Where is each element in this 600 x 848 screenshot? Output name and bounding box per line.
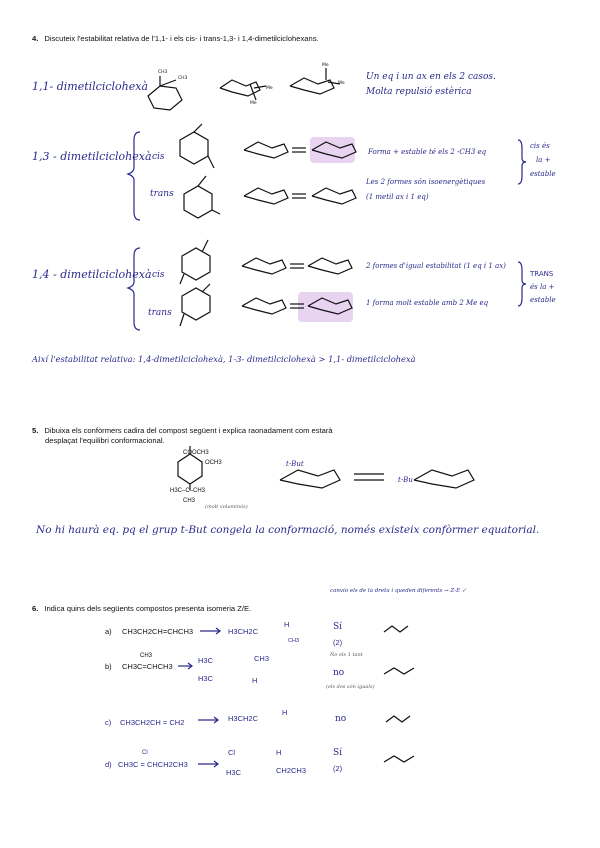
q6-d-ch2ch3: CH2CH3 <box>276 766 307 775</box>
q6-a-answer: Sí <box>333 622 343 632</box>
label-13-dimethyl: 1,3 - dimetilciclohexà <box>32 150 152 163</box>
q6-a-draw: H3CH2C <box>228 627 259 636</box>
q6-d-answer: Sí <box>333 748 343 758</box>
ring-13-trans <box>184 176 220 218</box>
ring-11-hexagon <box>148 76 182 110</box>
ring-11-ch3-b: CH3 <box>178 76 188 81</box>
q6-b-label: b) <box>105 662 112 671</box>
brace-13-line2: la + <box>536 156 551 164</box>
q5-answer: No hi haurà eq. pq el grup t-But congela la conformació, només existeix confòrmer equatorial. <box>36 524 540 536</box>
q5-small-note: (molt voluminós) <box>205 504 248 510</box>
note-14-trans: 1 forma molt estable amb 2 Me eq <box>366 299 489 307</box>
q6-arrows <box>178 628 220 767</box>
note-11-line1: Un eq i un ax en els 2 casos. <box>366 72 496 82</box>
brace-13 <box>128 132 526 220</box>
q6-a-small: Ño els 1 tant <box>330 652 363 658</box>
note-14-cis: 2 formes d'igual estabilitat (1 eq i 1 ax) <box>366 262 506 270</box>
q5-ch3: CH3 <box>183 498 196 504</box>
label-14-dimethyl: 1,4 - dimetilciclohexà <box>32 268 152 281</box>
q6-a-h: H <box>284 620 290 629</box>
q6-b-formula: CH3C=CHCH3 <box>122 662 173 671</box>
ring-14-trans <box>180 284 210 326</box>
q6-b-h3c-a: H3C <box>198 656 214 665</box>
q6-c-formula: CH3CH2CH = CH2 <box>120 718 185 727</box>
chair-11-b-me-1: Me <box>322 63 329 68</box>
chair-11-b-me-2: Me <box>338 81 345 86</box>
q6-b-h3c-b: H3C <box>198 674 214 683</box>
ring-14-cis <box>180 240 210 284</box>
q6-d-formula: CH3C = CHCH2CH3 <box>118 760 188 769</box>
label-13-cis: cis <box>152 152 165 162</box>
q6-c-draw: H3CH2C <box>228 714 259 723</box>
q6-a-label: a) <box>105 627 112 636</box>
q6-b-answer: no <box>333 668 345 678</box>
q6-c-label: c) <box>105 718 112 727</box>
q6-top-note: canvio els de la dreta i queden diferents → Z-E ✓ <box>330 588 467 594</box>
brace-14-line1: TRANS <box>530 270 554 278</box>
note-13-trans-1: Les 2 formes són isoenergètiques <box>366 178 486 186</box>
note-11-line2: Molta repulsió estèrica <box>366 87 472 97</box>
brace-13-line3: estable <box>530 170 556 178</box>
chairs-14 <box>242 258 352 314</box>
chair-11-a-me-1: Me <box>266 86 273 91</box>
q6-a-formula: CH3CH2CH=CHCH3 <box>122 627 194 636</box>
q5-och3: OCH3 <box>205 460 222 466</box>
q6-d-count: (2) <box>333 764 343 773</box>
q6-a-count: (2) <box>333 638 343 647</box>
brace-13-line1: cis és <box>530 142 550 150</box>
q6-b-formula-top: CH3 <box>140 653 153 659</box>
label-13-trans: trans <box>150 189 174 199</box>
q6-d-formula-top: Cl <box>142 750 148 756</box>
q6-a-ch3: CH3 <box>288 638 300 644</box>
q6-b-h: H <box>252 676 258 685</box>
question-4: 4. Discuteix l'estabilitat relativa de l'1,1- i els cis- i trans-1,3- i 1,4-dimetilciclohexans. <box>32 34 319 43</box>
q6-d-h3c: H3C <box>226 768 242 777</box>
label-14-cis: cis <box>152 270 165 280</box>
chair-11-a <box>220 80 266 100</box>
brace-14-line3: estable <box>530 296 556 304</box>
q6-c-h: H <box>282 708 288 717</box>
q5-chairs <box>280 470 474 488</box>
question-6: 6. Indica quins dels següents compostos presenta isomeria Z/E. <box>32 604 252 613</box>
brace-14-line2: és la + <box>530 283 555 291</box>
chairs-13 <box>244 142 356 204</box>
q6-skeletals <box>384 626 414 762</box>
q6-b-ch3: CH3 <box>254 654 270 663</box>
q6-d-cl: Cl <box>228 748 236 757</box>
q6-b-small: (els dos són iguals) <box>326 684 375 690</box>
q6-d-h: H <box>276 748 282 757</box>
label-11-dimethyl: 1,1- dimetilciclohexà <box>32 80 148 93</box>
q5-tbu: H3C–C–CH3 <box>170 488 206 494</box>
ring-11-ch3-a: CH3 <box>158 70 168 75</box>
q5-tbut-right: t-Bu <box>398 476 413 484</box>
ring-13-cis <box>180 124 214 168</box>
conclusion-q4: Així l'estabilitat relativa: 1,4-dimetilciclohexà, 1-3- dimetilciclohexà > 1,1- dimetilciclohexà <box>32 354 416 364</box>
note-13-trans-2: (1 metil ax i 1 eq) <box>366 193 429 201</box>
chair-11-a-me-2: Me <box>250 101 257 106</box>
question-5: 5. Dibuixa els confòrmers cadira del compost següent i explica raonadament com estarà desplaçat l'equilibri conformacional. <box>32 426 333 445</box>
chair-11-b <box>290 68 340 94</box>
q6-d-label: d) <box>105 760 112 769</box>
q5-cooch3: COOCH3 <box>183 450 209 456</box>
q5-tbut-left: t-But <box>286 460 304 468</box>
label-14-trans: trans <box>148 308 172 318</box>
q5-ring <box>178 446 202 490</box>
q6-c-answer: no <box>335 714 347 724</box>
note-13-cis: Forma + estable té els 2 -CH3 eq <box>368 148 487 156</box>
